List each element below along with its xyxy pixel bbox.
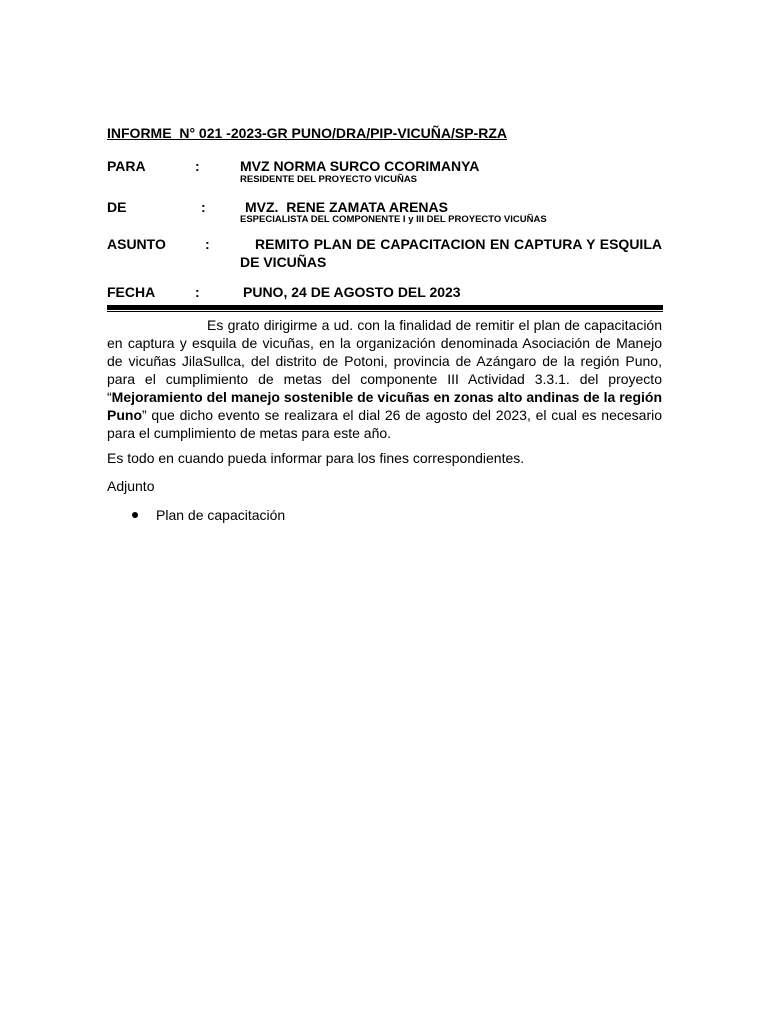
body-text-part-2: ” que dicho evento se realizara el dial 26 de agosto del 2023, el cual es necesario para el cumplimiento de metas para este año. [107, 407, 662, 441]
closing-text: Es todo en cuando pueda informar para los fines correspondientes. [107, 450, 525, 466]
attachments-label: Adjunto [107, 478, 155, 494]
attachment-item [132, 507, 285, 523]
de-role: ESPECIALISTA DEL COMPONENTE I y III DEL PROYECTO VICUÑAS [240, 214, 547, 225]
asunto-label: ASUNTO [107, 236, 166, 252]
de-name: MVZ. RENE ZAMATA ARENAS [245, 199, 448, 215]
asunto-line-2: DE VICUÑAS [240, 254, 327, 270]
body-paragraph [107, 316, 662, 442]
asunto-line-1: REMITO PLAN DE CAPACITACION EN CAPTURA Y ESQUILA [255, 236, 662, 252]
bullet-icon [132, 512, 138, 518]
report-title: INFORME N° 021 -2023-GR PUNO/DRA/PIP-VICUÑA/SP-RZA [107, 125, 507, 141]
fecha-label: FECHA [107, 284, 156, 300]
de-colon: : [201, 199, 206, 215]
para-colon: : [195, 158, 200, 174]
header-divider-thin [107, 311, 663, 312]
de-label: DE [107, 199, 127, 215]
para-label: PARA [107, 158, 146, 174]
fecha-colon: : [195, 284, 200, 300]
asunto-colon: : [205, 236, 210, 252]
attachment-item-label: Plan de capacitación [156, 507, 286, 523]
para-name: MVZ NORMA SURCO CCORIMANYA [240, 158, 480, 174]
asunto-value [240, 235, 662, 271]
para-role: RESIDENTE DEL PROYECTO VICUÑAS [240, 174, 418, 185]
fecha-value: PUNO, 24 DE AGOSTO DEL 2023 [243, 284, 461, 300]
header-divider [107, 305, 663, 310]
body-text-part-1: Es grato dirigirme a ud. con la finalidad de remitir el plan de capacitación en captura y esquila de vicuñas, en la organización denominada Asociación de Manejo de vicuñas JilaSullca, del distrito de Potoni, provincia de Azángaro de la región Puno, para el cumplimiento de metas del componente III Actividad 3.3.1. del proyecto “ [107, 317, 662, 405]
project-name: Mejoramiento del manejo sostenible de vicuñas en zonas alto andinas de la región Puno [107, 389, 662, 423]
